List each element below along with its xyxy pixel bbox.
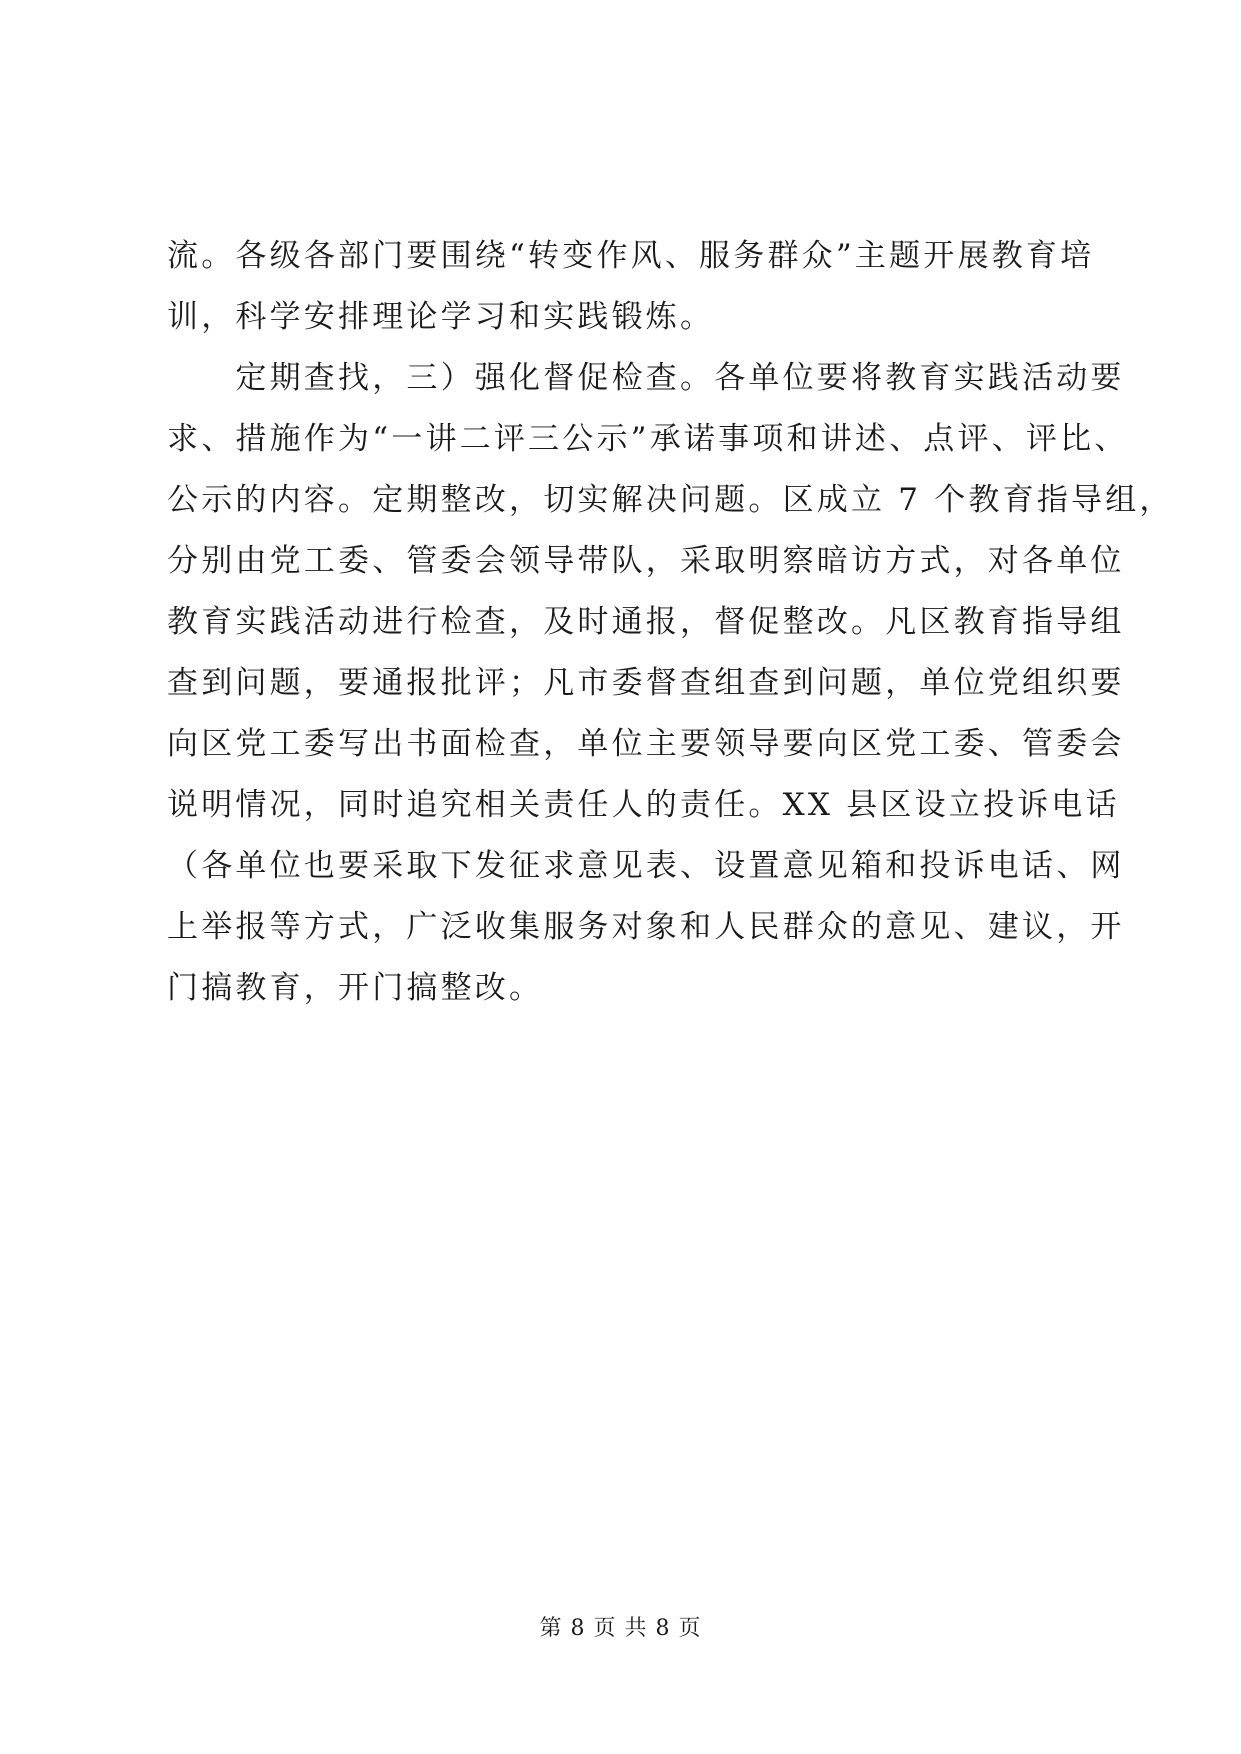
text-line: 说明情况，同时追究相关责任人的责任。XX 县区设立投诉电话: [167, 787, 1120, 823]
paragraph-1: [167, 226, 1095, 348]
text-line: （各单位也要采取下发征求意见表、设置意见箱和投诉电话、网: [167, 848, 1125, 884]
text-line: 定期查找，三）强化督促检查。各单位要将教育实践活动要: [167, 360, 1125, 396]
text-line: 分别由党工委、管委会领导带队，采取明察暗访方式，对各单位: [167, 543, 1125, 579]
page-number-footer: 第 8 页 共 8 页: [539, 1616, 702, 1641]
text-line: 求、措施作为“一讲二评三公示”承诺事项和讲述、点评、评比、: [167, 421, 1129, 457]
text-line: 流。各级各部门要围绕“转变作风、服务群众”主题开展教育培: [167, 238, 1095, 274]
paragraph-2: [167, 348, 1174, 1019]
text-line: 查到问题，要通报批评；凡市委督查组查到问题，单位党组织要: [167, 665, 1125, 701]
text-line: 门搞教育，开门搞整改。: [167, 970, 544, 1006]
document-body: [167, 226, 1174, 1019]
text-line: 训，科学安排理论学习和实践锻炼。: [167, 299, 715, 335]
text-line: 向区党工委写出书面检查，单位主要领导要向区党工委、管委会: [167, 726, 1125, 762]
text-line: 教育实践活动进行检查，及时通报，督促整改。凡区教育指导组: [167, 604, 1125, 640]
text-line: 上举报等方式，广泛收集服务对象和人民群众的意见、建议，开: [167, 909, 1125, 945]
text-line: 公示的内容。定期整改，切实解决问题。区成立 7 个教育指导组，: [167, 482, 1174, 518]
